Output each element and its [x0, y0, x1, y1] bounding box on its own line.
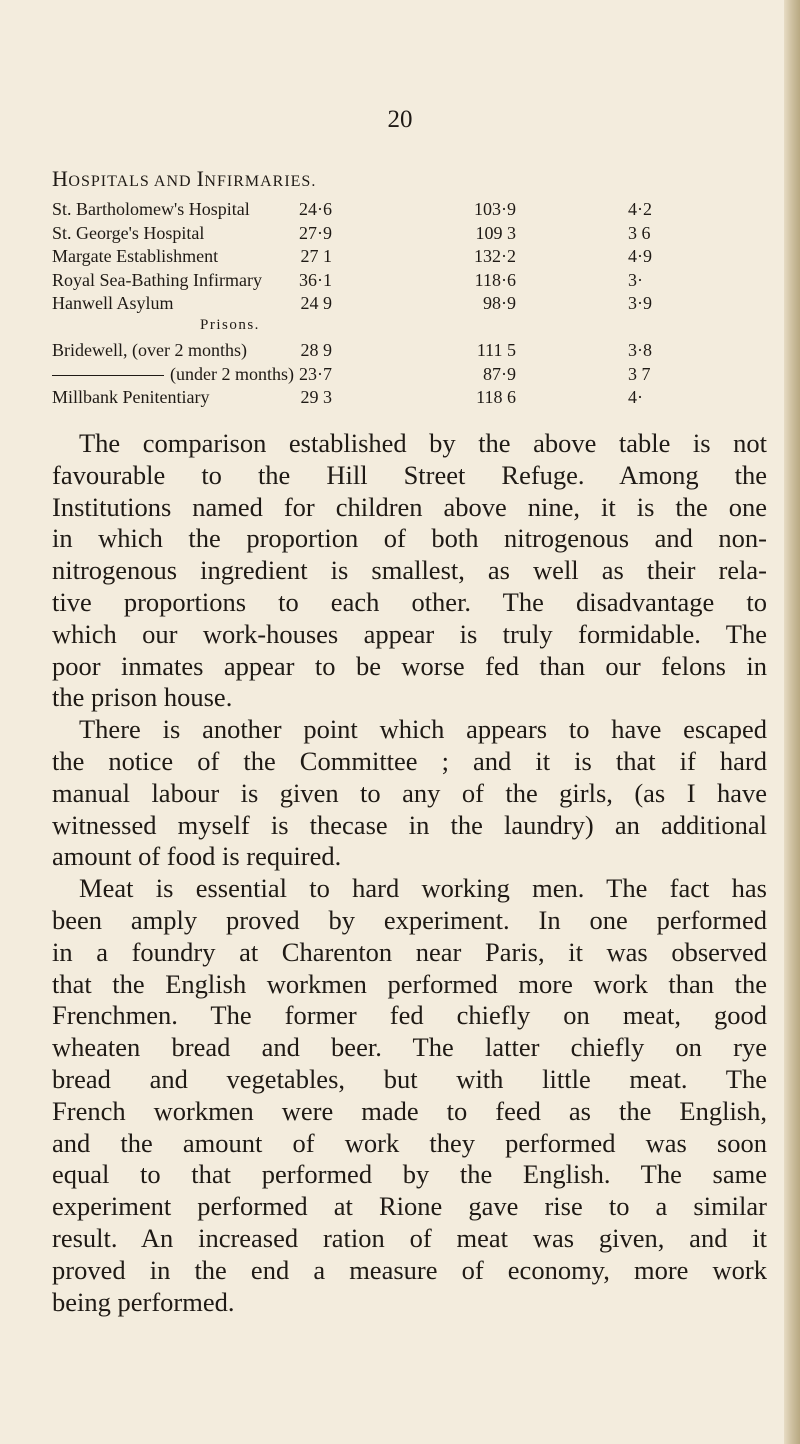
institution-name: St. George's Hospital [52, 222, 205, 243]
text-line: experiment performed at Rione gave rise to a similar [52, 1191, 767, 1222]
text-line: The comparison established by the above table is not [79, 428, 767, 458]
text-line: proved in the end a measure of economy, more work [52, 1254, 767, 1285]
value-col1: 36·1 [299, 269, 332, 290]
value-col1: 27 1 [300, 246, 332, 266]
heading-initial-i: I [196, 166, 205, 191]
text-line: equal to that performed by the English. The same [52, 1159, 767, 1190]
prisons-heading-row [52, 317, 772, 341]
text-line: and the amount of work they performed was soon [52, 1127, 767, 1158]
table-row [52, 293, 772, 317]
text-line: French workmen were made to feed as the English, [52, 1095, 767, 1126]
diet-table [52, 199, 772, 411]
text-line: Meat is essential to hard working men. The fact has [79, 873, 767, 904]
table-row [52, 387, 772, 411]
heading-initial-h: H [52, 166, 69, 191]
value-col3: 4·9 [628, 246, 652, 266]
heading-nfirmaries: NFIRMARIES. [204, 173, 317, 190]
text-line: in a foundry at Charenton near Paris, it was observed [52, 936, 767, 967]
text-line: bread and vegetables, but with little meat. The [52, 1063, 767, 1094]
text-line: manual labour is given to any of the girls, (as I have [52, 777, 767, 808]
value-col3: 4·2 [628, 199, 652, 219]
text-line: the notice of the Committee ; and it is that if hard [52, 745, 767, 776]
table-row [52, 270, 772, 294]
value-col3: 3· [628, 269, 643, 290]
table-row [52, 199, 772, 223]
value-col3: 4· [628, 387, 643, 407]
text-line: Frenchmen. The former fed chiefly on meat, good [52, 1000, 767, 1031]
institution-name: Millbank Penitentiary [52, 387, 210, 407]
table-row [52, 223, 772, 247]
text-line: wheaten bread and beer. The latter chiefly on rye [52, 1032, 767, 1063]
text-line: poor inmates appear to be worse fed than our felons in [52, 650, 767, 681]
body-text [52, 428, 767, 1318]
text-line: which our work-houses appear is truly formidable. The [52, 618, 767, 649]
value-col1: 27·9 [299, 222, 332, 243]
text-line: in which the proportion of both nitrogenous and non- [52, 523, 767, 554]
value-col2: 109 3 [475, 222, 516, 243]
text-line: the prison house. [52, 682, 233, 713]
text-line: Institutions named for children above nine, it is the one [52, 491, 767, 522]
institution-name: Hanwell Asylum [52, 293, 174, 313]
institution-name: Royal Sea-Bathing Infirmary [52, 269, 262, 290]
value-col1: 23·7 [299, 363, 332, 384]
text-line: favourable to the Hill Street Refuge. Among the [52, 459, 767, 490]
value-col2: 111 5 [476, 340, 516, 360]
value-col3: 3 7 [628, 363, 651, 384]
ditto-dash [52, 375, 164, 376]
text-line: witnessed myself is thecase in the laundry) an additional [52, 809, 767, 840]
institution-name: (under 2 months) [170, 363, 294, 384]
value-col3: 3 6 [628, 222, 651, 243]
text-line: result. An increased ration of meat was given, and it [52, 1222, 767, 1253]
table-row [52, 364, 772, 388]
text-line: nitrogenous ingredient is smallest, as well as their rela- [52, 555, 767, 586]
value-col2: 132·2 [474, 246, 516, 266]
value-col1: 28 9 [300, 340, 332, 360]
table-heading [52, 166, 316, 192]
page-number: 20 [387, 106, 413, 133]
text-line: been amply proved by experiment. In one performed [52, 904, 767, 935]
value-col2: 98·9 [483, 293, 516, 313]
text-line: amount of food is required. [52, 841, 342, 872]
text-line: being performed. [52, 1286, 235, 1317]
page-edge [784, 0, 800, 1444]
institution-name: Bridewell, (over 2 months) [52, 340, 247, 360]
text-line: tive proportions to each other. The disadvantage to [52, 586, 767, 617]
value-col2: 118·6 [474, 269, 516, 290]
table-row [52, 246, 772, 270]
value-col2: 103·9 [474, 199, 516, 219]
institution-name: Margate Establishment [52, 246, 219, 266]
heading-ospitals: OSPITALS AND [68, 173, 197, 190]
value-col1: 24 9 [300, 293, 332, 313]
value-col3: 3·9 [628, 293, 652, 313]
value-col1: 24·6 [299, 199, 332, 219]
text-line: There is another point which appears to have escaped [79, 714, 767, 745]
value-col3: 3·8 [628, 340, 652, 360]
prisons-heading: Prisons. [200, 316, 260, 333]
value-col2: 118 6 [476, 387, 516, 407]
institution-name: St. Bartholomew's Hospital [52, 199, 250, 219]
table-row [52, 340, 772, 364]
value-col1: 29 3 [300, 387, 332, 407]
text-line: that the English workmen performed more work than the [52, 968, 767, 999]
value-col2: 87·9 [483, 363, 516, 384]
